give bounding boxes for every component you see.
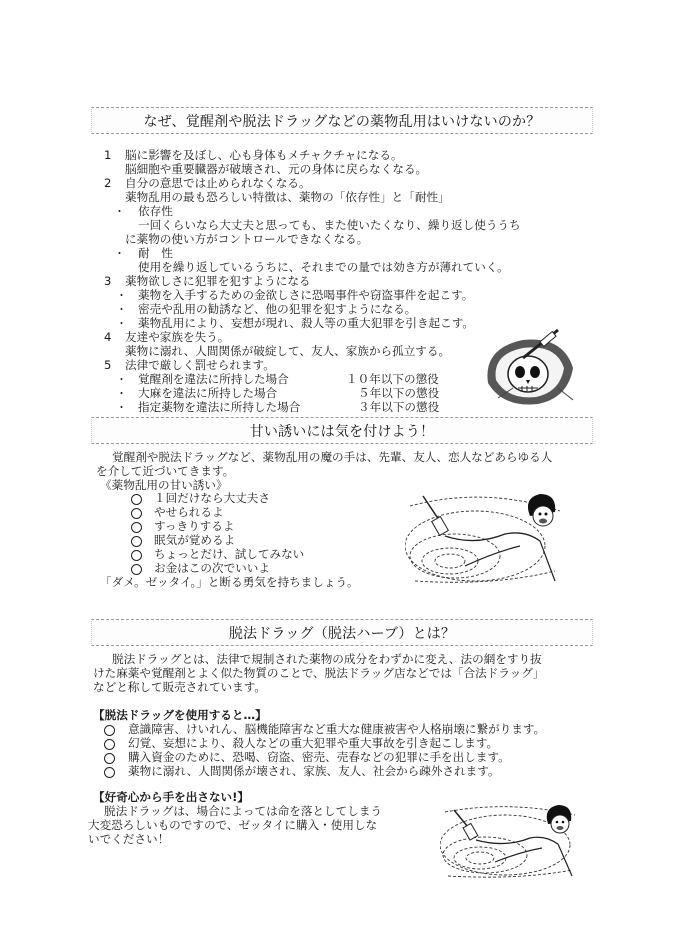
penalty-term: ３年以下の懲役 [358, 400, 440, 414]
item-bullet-text: 薬物を入手するための金欲しさに恐喝事件や窃盗事件を起こす。 [138, 288, 474, 302]
circle-bullet-icon [104, 725, 115, 736]
circle-bullet-icon [104, 767, 115, 778]
warning-text: いでください！ [88, 832, 170, 846]
penalty-term: ５年以下の懲役 [358, 386, 440, 400]
item-heading: 法律で厳しく罰せられます。 [125, 358, 275, 372]
item-text: 薬物に溺れ、人間関係が破綻して、友人、家族から孤立する。 [125, 344, 451, 358]
item-bullet-text: 密売や乱用の勧誘など、他の犯罪を犯すようになる。 [138, 302, 417, 316]
effect-item: 購入資金のために、恐喝、窃盗、密売、売春などの犯罪に手を出します。 [128, 750, 510, 764]
temptation-item: お金はこの次でいいよ [154, 561, 270, 575]
item-text: に薬物の使い方がコントロールできなくなる。 [125, 232, 369, 246]
item-text: 一回くらいなら大丈夫と思っても、また使いたくなり、繰り返し使ううち [138, 218, 521, 232]
bullet: ・ [114, 205, 125, 218]
warning-text: 大変恐ろしいものですので、ゼッタイに購入・使用しな [88, 818, 378, 832]
item-text: 脳細胞や重要臓器が破壊され、元の身体に戻らなくなる。 [125, 162, 428, 176]
bullet: ・ [116, 373, 127, 386]
temptation-item: ちょっとだけ、試してみない [154, 547, 305, 561]
boy-in-whirlpool-illustration [405, 486, 565, 586]
sub-label-dependence: 依存性 [138, 204, 173, 218]
warning-text: 脱法ドラッグは、場合によっては命を落としてしまう [104, 804, 383, 818]
item-number: 5 [104, 358, 112, 372]
item-heading: 脳に影響を及ぼし、心も身体もメチャクチャになる。 [125, 148, 403, 162]
bullet: ・ [116, 401, 127, 414]
circle-bullet-icon [104, 753, 115, 764]
circle-bullet-icon [131, 536, 142, 547]
item-heading: 薬物欲しさに犯罪を犯すようになる [125, 274, 311, 288]
closing-text: 「ダメ。ゼッタイ。」と断る勇気を持ちましょう。 [100, 575, 359, 589]
item-heading: 自分の意思では止められなくなる。 [125, 176, 311, 190]
item-bullet-text: 薬物乱用により、妄想が現れ、殺人等の重大犯罪を引き起こす。 [138, 316, 474, 330]
penalty-case: 大麻を違法に所持した場合 [138, 386, 278, 400]
sub-label-tolerance: 耐 性 [138, 246, 173, 260]
temptation-item: 眠気が覚めるよ [154, 533, 236, 547]
item-number: 3 [104, 274, 112, 288]
section3-title: 脱法ドラッグ（脱法ハーブ）とは？ [228, 625, 456, 642]
bullet: ・ [114, 247, 125, 260]
effect-item: 薬物に溺れ、人間関係が壊され、家族、友人、社会から疎外されます。 [128, 764, 500, 778]
bullet: ・ [116, 289, 127, 302]
penalty-case: 覚醒剤を違法に所持した場合 [138, 372, 289, 386]
penalty-term: １０年以下の懲役 [346, 372, 439, 386]
penalty-case: 指定薬物を違法に所持した場合 [138, 400, 301, 414]
intro-text: けた麻薬や覚醒剤とよく似た物質のことで、脱法ドラッグ店などでは「合法ドラッグ」 [93, 666, 545, 680]
intro-text: 覚醒剤や脱法ドラッグなど、薬物乱用の魔の手は、先輩、友人、恋人などあらゆる人 [112, 450, 553, 464]
circle-bullet-icon [131, 550, 142, 561]
bullet: ・ [116, 387, 127, 400]
section3-heading [91, 619, 593, 646]
temptation-item: すっきりするよ [154, 519, 235, 533]
temptation-item: やせられるよ [154, 505, 224, 519]
intro-text: などと称して販売されています。 [93, 680, 266, 694]
circle-bullet-icon [104, 739, 115, 750]
intro-text: を介して近づいてきます。 [96, 464, 235, 478]
bullet: ・ [116, 303, 127, 316]
section2-title: 甘い誘いには気を付けよう！ [249, 423, 435, 440]
item-number: 2 [104, 176, 112, 190]
temptation-item: １回だけなら大丈夫さ [154, 491, 270, 505]
intro-text: 脱法ドラッグとは、法律で規制された薬物の成分をわずかに変え、法の網をすり抜 [112, 652, 542, 666]
circle-bullet-icon [131, 564, 142, 575]
section1-title: なぜ、覚醒剤や脱法ドラッグなどの薬物乱用はいけないのか？ [143, 113, 541, 130]
effect-item: 意識障害、けいれん、脳機能障害など重大な健康被害や人格崩壊に繋がります。 [128, 722, 546, 736]
item-text: 薬物乱用の最も恐ろしい特徴は、薬物の「依存性」と「耐性」 [125, 190, 450, 204]
circle-bullet-icon [131, 494, 142, 505]
bullet: ・ [116, 317, 127, 330]
item-text: 使用を繰り返しているうちに、それまでの量では効き方が薄れていく。 [138, 260, 509, 274]
section1-heading [91, 107, 593, 134]
warning-title: 【好奇心から手を出さない!】 [93, 790, 250, 804]
item-heading: 友達や家族を失う。 [125, 330, 230, 344]
section2-heading [91, 417, 593, 444]
item-number: 4 [104, 330, 112, 344]
skull-syringe-illustration [478, 328, 578, 408]
effect-item: 幻覚、妄想により、殺人などの重大犯罪や重大事故を引き起こします。 [128, 736, 499, 750]
circle-bullet-icon [131, 508, 142, 519]
boy-in-whirlpool-illustration [440, 800, 580, 880]
circle-bullet-icon [131, 522, 142, 533]
temptations-list-title: 《薬物乱用の甘い誘い》 [100, 478, 228, 492]
item-number: 1 [104, 148, 112, 162]
effects-title: 【脱法ドラッグを使用すると…】 [93, 708, 267, 722]
